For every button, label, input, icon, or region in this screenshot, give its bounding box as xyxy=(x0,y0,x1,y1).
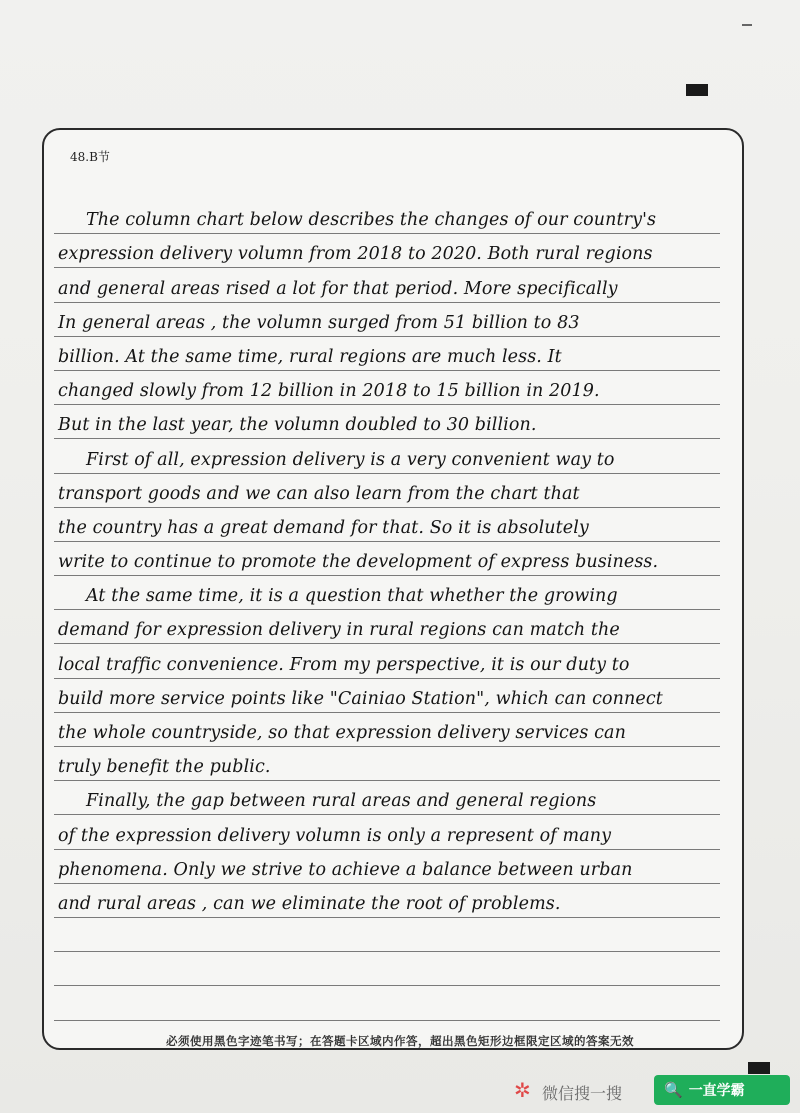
answer-line xyxy=(54,952,720,986)
handwritten-text: In general areas , the volumn surged from 51 billion to 83 xyxy=(58,312,580,333)
answer-line xyxy=(54,918,720,952)
section-label: 48.B节 xyxy=(70,150,110,164)
handwritten-text: phenomena. Only we strive to achieve a balance between urban xyxy=(58,859,633,880)
handwritten-text: local traffic convenience. From my perspective, it is our duty to xyxy=(58,654,630,675)
handwritten-text: write to continue to promote the development of express business. xyxy=(58,552,659,573)
handwritten-text: and general areas rised a lot for that period. More specifically xyxy=(58,278,618,299)
handwritten-text: billion. At the same time, rural regions are much less. It xyxy=(58,346,562,367)
alignment-mark-bottom xyxy=(748,1062,770,1074)
search-button[interactable] xyxy=(654,1075,790,1105)
search-icon: 🔍 xyxy=(664,1081,683,1099)
alignment-mark-top xyxy=(686,84,708,96)
answer-line xyxy=(54,747,720,781)
answer-line xyxy=(54,576,720,610)
handwritten-text: transport goods and we can also learn from the chart that xyxy=(58,483,580,504)
handwritten-text: truly benefit the public. xyxy=(58,757,271,778)
answer-line xyxy=(54,439,720,473)
answer-line xyxy=(54,474,720,508)
handwritten-text: Finally, the gap between rural areas and general regions xyxy=(86,791,597,812)
answer-line xyxy=(54,303,720,337)
answer-line xyxy=(54,542,720,576)
answer-line xyxy=(54,610,720,644)
sparkle-icon: ✲ xyxy=(514,1078,531,1102)
handwritten-text: the whole countryside, so that expression delivery services can xyxy=(58,723,626,743)
answer-line xyxy=(54,200,720,234)
answer-line xyxy=(54,850,720,884)
handwritten-text: the country has a great demand for that. So it is absolutely xyxy=(58,517,589,538)
answer-line xyxy=(54,508,720,542)
answer-line xyxy=(54,884,720,918)
answer-line xyxy=(54,713,720,747)
answer-line xyxy=(54,815,720,849)
search-button-label: 一直学霸 xyxy=(688,1083,745,1099)
answer-line xyxy=(54,234,720,268)
answer-line xyxy=(54,781,720,815)
edge-tick xyxy=(742,24,752,26)
handwritten-text: expression delivery volumn from 2018 to 2020. Both rural regions xyxy=(58,244,653,265)
handwritten-text: build more service points like "Cainiao Station", which can connect xyxy=(58,688,663,709)
handwritten-text: At the same time, it is a question that whether the growing xyxy=(86,586,618,607)
watermark-text: 微信搜一搜 xyxy=(542,1084,623,1103)
handwritten-text: and rural areas , can we eliminate the root of problems. xyxy=(58,893,561,914)
answer-line xyxy=(54,337,720,371)
answer-line xyxy=(54,405,720,439)
answer-line xyxy=(54,268,720,302)
handwritten-text: demand for expression delivery in rural regions can match the xyxy=(58,620,620,641)
handwritten-text: First of all, expression delivery is a very convenient way to xyxy=(86,449,615,470)
handwritten-text: But in the last year, the volumn doubled to 30 billion. xyxy=(58,415,537,436)
essay-answer-area xyxy=(54,200,720,1021)
answer-line xyxy=(54,644,720,678)
watermark-bar xyxy=(500,1074,800,1108)
answer-line xyxy=(54,679,720,713)
answer-line xyxy=(54,986,720,1020)
footer-instruction: 必须使用黑色字迹笔书写；在答题卡区域内作答，超出黑色矩形边框限定区域的答案无效 xyxy=(166,1034,634,1048)
handwritten-text: The column chart below describes the changes of our country's xyxy=(86,210,657,231)
handwritten-text: changed slowly from 12 billion in 2018 to 15 billion in 2019. xyxy=(58,381,600,402)
answer-line xyxy=(54,371,720,405)
handwritten-text: of the expression delivery volumn is only a represent of many xyxy=(58,825,612,846)
